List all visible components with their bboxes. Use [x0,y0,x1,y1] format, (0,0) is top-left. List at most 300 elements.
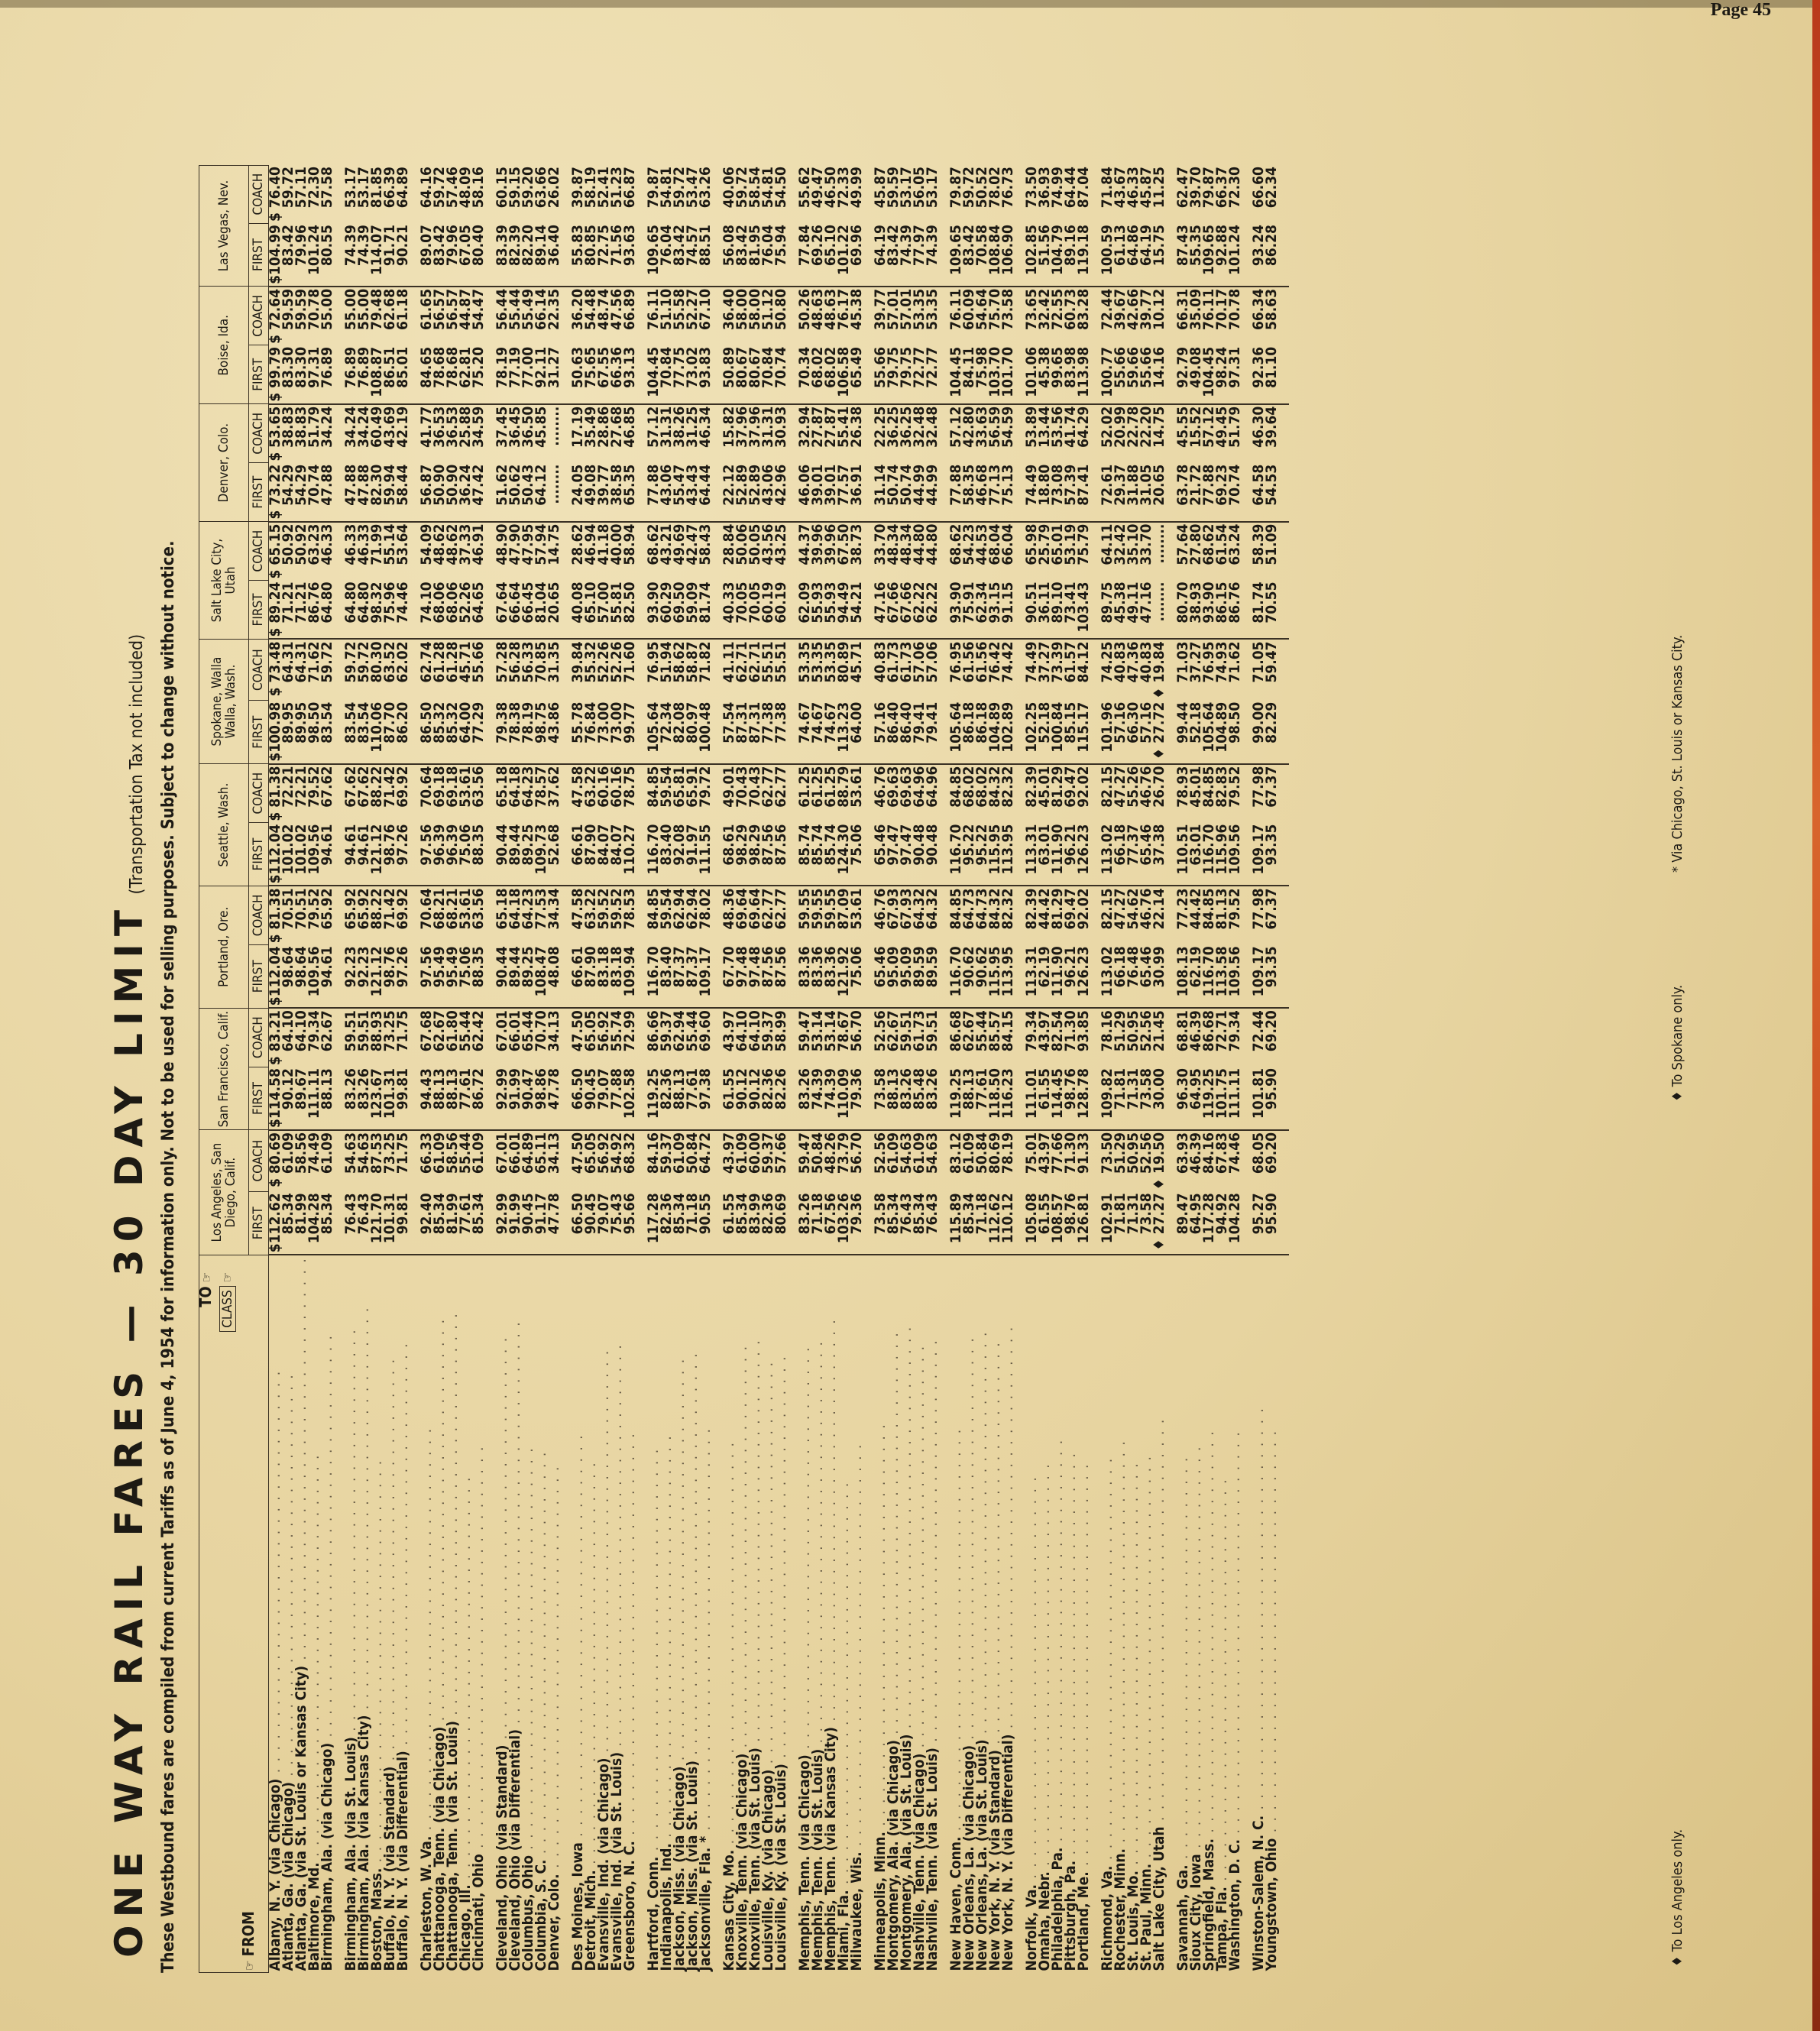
coach-fare-cell: 73.65 [1023,288,1040,330]
first-fare-cell: 83.42 [433,223,446,287]
coach-fare-cell: 80.69 [986,1132,1003,1174]
first-fare-cell: 85.34 [472,1191,496,1255]
coach-fare-cell: 51.29 [1112,1132,1129,1174]
coach-fare-cell: 49.01 [721,766,737,808]
coach-fare-cell: 66.60 [1250,167,1267,209]
first-fare-cell: 20.65 [1153,463,1177,522]
coach-fare-cell: 81.13 [1213,888,1230,930]
coach-fare-cell: 62.67 [885,1010,902,1052]
first-fare-cell: ........ [1153,581,1177,640]
table-row [1002,165,1025,1972]
first-fare-cell: 76.89 [321,345,345,404]
coach-fare-cell: 65.44 [520,1010,536,1052]
coach-fare-cell: 37.62 [546,766,562,808]
first-fare-cell: 105.64 [950,701,963,764]
leader-dots: . . . . . . . . . . . . . . . . . . . . . . . . . . . . . . . . . . . . [697,1427,714,1836]
first-fare-cell: 99.81 [397,1067,420,1130]
leader-dots: . . . . . . . . . . . . . . . . . . . . . . . . . . . . . . . . . . . . [608,1343,625,1752]
first-fare-cell: 98.29 [736,823,749,886]
first-fare-cell: 104.45 [950,345,963,404]
coach-fare-cell: 57.12 [645,406,662,448]
first-fare-cell: 84.07 [610,823,623,886]
coach-fare-cell: 86.68 [1200,1010,1217,1052]
leader-dots: . . . . . . . . . . . . . . . . . . . . . . . . . . . . . . . . . . . . [457,1475,474,1885]
coach-fare-cell: 68.21 [431,888,448,930]
coach-fare-cell: 45.38 [848,288,865,330]
table-row [623,165,647,1972]
origin-label: Rochester, Minn. [1112,1848,1129,1971]
first-fare-cell: 61.55 [723,1191,736,1255]
coach-fare-cell: 52.26 [608,641,625,683]
first-fare-cell: 73.02 [686,345,699,404]
coach-fare-cell: $ 72.64 [267,288,283,344]
coach-fare-cell: 91.33 [1075,1132,1092,1174]
first-fare-cell: 77.61 [686,1067,699,1130]
first-fare-cell: 62.09 [798,581,811,640]
first-fare-cell: 87.56 [775,944,798,1008]
footnote-spokane: ♦ To Spokane only. [1669,984,1686,1102]
first-fare-cell: 75.91 [963,581,976,640]
coach-fare-cell: 59.47 [796,1010,813,1052]
first-fare-cell: 78.38 [509,701,522,764]
first-fare-cell: 80.69 [775,1191,798,1255]
coach-fare-cell: 69.63 [898,766,915,808]
coach-fare-cell: 68.62 [645,523,662,565]
leader-dots: . . . . . . . . . . . . . . . . . . . . . . . . . . . . . . . . . . . . [1187,1445,1204,1854]
first-fare-cell: 76.43 [345,1191,358,1255]
coach-fare-cell: 71.62 [1226,641,1243,683]
coach-fare-cell: 81.29 [1049,888,1066,930]
coach-fare-cell: 68.81 [1174,1010,1191,1052]
coach-fare-cell: 46.76 [872,888,889,930]
coach-fare-cell: 43.97 [721,1132,737,1174]
coach-fare-cell: 62.02 [394,641,411,683]
first-fare-cell: 119.25 [1203,1067,1216,1130]
coach-fare-cell: 59.59 [280,288,296,330]
coach-fare-cell: 33.70 [1138,523,1155,565]
first-fare-cell: 85.34 [913,1191,926,1255]
first-fare-cell: 85.74 [811,823,824,886]
first-fare-cell: 110.27 [623,823,647,886]
coach-fare-cell: 65.81 [671,766,688,808]
coach-fare-cell: 58.00 [734,288,750,330]
destination-header [199,522,249,640]
first-fare-cell: 64.65 [472,581,496,640]
first-fare-cell: 83.40 [660,944,673,1008]
first-fare-cell: 73.58 [874,1191,887,1255]
coach-fare-cell: 46.30 [1250,406,1267,448]
first-class-header: FIRST [248,581,268,640]
coach-fare-cell: 70.78 [306,288,322,330]
first-fare-cell: $ 89.24 [269,581,283,640]
coach-fare-cell: 70.64 [418,888,435,930]
first-fare-cell: 94.61 [321,823,345,886]
coach-fare-cell: 73.58 [999,288,1016,330]
coach-fare-cell: 50.52 [973,167,990,209]
coach-fare-cell: 36.25 [885,406,902,448]
coach-fare-cell: 53.35 [911,288,928,330]
leader-dots: . . . . . . . . . . . . . . . . . . . . . . . . . . . . . . . . . . . . [267,1369,283,1779]
first-fare-cell: 62.81 [459,345,472,404]
coach-fare-cell: 49.99 [848,167,865,209]
first-fare-cell: 79.36 [850,1067,874,1130]
coach-fare-cell: 65.11 [533,1132,549,1174]
origin-label: Portland, Me. [1075,1871,1092,1971]
coach-fare-cell: 28.62 [569,523,586,565]
coach-fare-cell: 32.48 [911,406,928,448]
first-fare-cell: 91.99 [509,1067,522,1130]
class-label: CLASS [219,1286,236,1331]
coach-fare-cell: 70.64 [418,766,435,808]
coach-fare-cell: 71.30 [1062,1132,1079,1174]
first-fare-cell: 39.77 [597,463,610,522]
coach-fare-cell: 64.31 [293,641,309,683]
origin-cell [1153,1255,1177,1972]
coach-fare-cell: 59.55 [809,888,826,930]
first-fare-cell: 94.61 [345,823,358,886]
origin-label: Jackson, Miss. (via Chicago) [671,1766,688,1971]
coach-fare-cell: 41.18 [595,523,612,565]
first-fare-cell: 99.44 [1177,701,1190,764]
leader-dots: . . . . . . . . . . . . . . . . . . . . . . . . . . . . . . . . . . . . [1250,1407,1267,1816]
first-fare-cell: 108.84 [989,223,1002,287]
first-fare-cell: 80.40 [472,223,496,287]
coach-fare-cell: 51.09 [1263,523,1280,565]
first-fare-cell: 36.24 [459,463,472,522]
coach-fare-cell: 66.04 [999,523,1016,565]
origin-label: Memphis, Tenn. (via St. Louis) [809,1748,826,1971]
coach-fare-cell: 62.42 [470,1010,487,1052]
coach-fare-cell: 66.39 [381,167,398,209]
first-fare-cell: 36.40 [548,223,572,287]
first-fare-cell: 73.08 [1051,463,1064,522]
first-fare-cell: 80.70 [1177,581,1190,640]
first-fare-cell: 79.96 [446,223,459,287]
coach-fare-cell: 61.09 [319,1132,335,1174]
coach-fare-cell: 38.83 [293,406,309,448]
coach-fare-cell: 36.40 [721,288,737,330]
first-fare-cell: $ 99.79 [269,345,283,404]
first-fare-cell: 50.90 [433,463,446,522]
first-fare-cell: 117.28 [1203,1191,1216,1255]
pointing-hand-icon: ☞ [242,1960,257,1971]
coach-fare-cell: 46.50 [822,167,839,209]
coach-fare-cell: 69.92 [394,766,411,808]
coach-fare-cell: 34.13 [546,1132,562,1174]
first-fare-cell: 39.01 [811,463,824,522]
first-fare-cell: ........ [548,463,572,522]
first-fare-cell: 55.81 [610,581,623,640]
first-fare-cell: 87.43 [1177,223,1190,287]
first-fare-cell: 100.84 [1051,701,1064,764]
coach-fare-cell: 60.15 [494,167,510,209]
coach-fare-cell: 55.44 [973,1010,990,1052]
coach-fare-cell: 50.26 [796,288,813,330]
first-fare-cell: 98.29 [749,823,762,886]
first-fare-cell: 88.35 [472,823,496,886]
leader-dots: . . . . . . . . . . . . . . . . . . . . . . . . . . . . . . . . . . . . [368,1459,385,1868]
first-fare-cell: 108.87 [371,345,384,404]
coach-fare-cell: 71.99 [368,523,385,565]
first-fare-cell: 50.89 [723,345,736,404]
first-fare-cell: 98.64 [295,944,308,1008]
coach-fare-cell: 48.36 [721,888,737,930]
first-fare-cell: 90.44 [496,944,509,1008]
first-fare-cell: 71.18 [976,1191,989,1255]
coach-fare-cell: 49.69 [671,523,688,565]
first-fare-cell: 64.44 [699,463,723,522]
first-fare-cell: 47.88 [345,463,358,522]
leader-dots: . . . . . . . . . . . . . . . . . . . . . . . . . . . . . . . . . . . . [1138,1455,1155,1864]
coach-fare-cell: 37.96 [734,406,750,448]
coach-fare-cell: 72.30 [306,167,322,209]
first-fare-cell: 43.86 [548,701,572,764]
coach-fare-cell: 55.51 [759,641,776,683]
first-fare-cell: 102.58 [623,1067,647,1130]
coach-fare-cell: 62.67 [960,1010,977,1052]
coach-fare-cell: 54.81 [658,167,675,209]
coach-fare-cell: 72.30 [1226,167,1243,209]
first-fare-cell: 87.41 [1077,463,1101,522]
origin-cell [394,1255,420,1972]
first-fare-cell: 68.06 [433,581,446,640]
table-row [1229,165,1252,1972]
first-fare-cell: 64.19 [1140,223,1153,287]
page-number: Page 45 [1710,0,1771,20]
first-fare-cell: 110.06 [371,701,384,764]
first-fare-cell: 69.96 [850,223,874,287]
coach-fare-cell: ........ [546,406,562,446]
first-fare-cell: 74.49 [1025,463,1038,522]
coach-fare-cell: 75.79 [1075,523,1092,565]
first-fare-cell: 79.38 [496,701,509,764]
first-fare-cell: 71.18 [811,1191,824,1255]
coach-fare-cell: 57.28 [494,641,510,683]
coach-fare-cell: $ 73.48 [267,641,283,697]
first-fare-cell: 74.10 [420,581,433,640]
coach-fare-cell: 78.57 [533,766,549,808]
origin-label: Richmond, Va. [1099,1865,1116,1971]
coach-fare-cell: 55.66 [470,641,487,683]
coach-fare-cell: 61.09 [280,1132,296,1174]
first-fare-cell: 83.26 [926,1067,950,1130]
first-fare-cell: 88.13 [446,1067,459,1130]
first-fare-cell: 79.41 [913,701,926,764]
coach-fare-cell: 58.43 [697,523,714,565]
coach-fare-cell: 31.25 [684,406,701,448]
first-fare-cell: 47.16 [1140,581,1153,640]
coach-fare-cell: 62.77 [759,766,776,808]
coach-fare-cell: 65.92 [342,888,359,930]
coach-fare-cell: 46.39 [1187,1132,1204,1174]
coach-fare-cell: 78.02 [986,167,1003,209]
first-fare-cell: 90.21 [397,223,420,287]
first-fare-cell: 55.35 [1190,223,1203,287]
coach-fare-cell: 61.65 [418,288,435,330]
first-fare-cell: 89.59 [926,944,950,1008]
coach-fare-cell: 14.75 [1151,406,1167,448]
coach-fare-cell: 79.52 [1226,766,1243,808]
leader-dots: . . . . . . . . . . . . . . . . . . . . . . . . . . . . . . . . . . . . [671,1357,688,1767]
coach-fare-cell: 62.94 [671,1010,688,1052]
coach-fare-cell: 62.68 [381,288,398,330]
origin-cell [772,1255,798,1972]
first-fare-cell: 90.44 [496,823,509,886]
first-fare-cell: 99.81 [397,1191,420,1255]
coach-fare-cell: 36.25 [898,406,915,448]
coach-fare-cell: 76.11 [947,288,964,330]
coach-fare-cell: 84.85 [1200,888,1217,930]
coach-fare-cell: 46.91 [470,523,487,565]
first-fare-cell: 126.23 [1077,944,1101,1008]
first-fare-cell: 86.40 [900,701,913,764]
first-fare-cell: 55.47 [673,463,686,522]
coach-fare-cell: 69.92 [394,888,411,930]
coach-fare-cell: 76.42 [986,641,1003,683]
coach-fare-cell: $ 65.15 [267,523,283,579]
coach-fare-cell: 22.20 [1138,406,1155,448]
first-fare-cell: 66.18 [1114,944,1127,1008]
first-fare-cell: 70.55 [1265,581,1289,640]
coach-fare-cell: 82.32 [999,888,1016,930]
origin-label: Montgomery, Ala. (via Chicago) [885,1740,902,1971]
coach-fare-cell: 32.94 [796,406,813,448]
first-fare-cell: $ 73.22 [269,463,283,522]
destination-header [199,886,249,1008]
coach-fare-cell: 45.01 [1187,766,1204,808]
first-fare-cell: 115.95 [989,944,1002,1008]
first-fare-cell: 51.62 [496,463,509,522]
first-fare-cell: 96.39 [433,823,446,886]
leader-dots: . . . . . . . . . . . . . . . . . . . . . . . . . . . . . . . . . . . . [746,1339,763,1748]
coach-fare-cell: 84.85 [1200,766,1217,808]
first-fare-cell: 71.31 [1127,1191,1140,1255]
coach-fare-cell: 22.35 [546,288,562,330]
coach-fare-cell: 44.42 [1187,888,1204,930]
coach-fare-cell: 64.16 [418,167,435,209]
coach-fare-cell: 65.92 [355,888,372,930]
first-fare-cell: 124.30 [837,823,850,886]
leader-dots: . . . . . . . . . . . . . . . . . . . . . . . . . . . . . . . . . . . . [342,1328,359,1738]
first-fare-cell: 89.07 [420,223,433,287]
coach-fare-cell: 49.47 [809,167,826,209]
title-note: (Transportation Tax not included) [127,633,147,895]
leader-dots: . . . . . . . . . . . . . . . . . . . . . . . . . . . . . . . . . . . . [645,1447,662,1857]
first-fare-cell: 99.65 [1051,345,1064,404]
first-fare-cell: 105.08 [1025,1191,1038,1255]
coach-fare-cell: 57.12 [947,406,964,448]
first-fare-cell: 77.61 [459,1191,472,1255]
coach-fare-cell: 59.15 [507,167,523,209]
first-fare-cell: 59.66 [1127,345,1140,404]
footnote-via: * Via Chicago, St. Louis or Kansas City. [1669,634,1686,873]
first-fare-cell: 116.70 [647,944,660,1008]
coach-fare-cell: 59.72 [671,167,688,209]
first-fare-cell: 74.46 [397,581,420,640]
first-fare-cell: 109.17 [1252,944,1265,1008]
first-fare-cell: 70.74 [775,345,798,404]
coach-fare-cell: 77.98 [1250,766,1267,808]
coach-fare-cell: 59.54 [658,766,675,808]
first-fare-cell: 101.06 [1025,345,1038,404]
origin-label: Memphis, Tenn. (via Kansas City) [822,1727,839,1971]
coach-fare-cell: 26.70 [1151,766,1167,808]
first-fare-cell: 74.67 [798,701,811,764]
coach-fare-cell: 67.37 [1263,766,1280,808]
first-fare-cell: 64.86 [1127,223,1140,287]
first-fare-cell: 87.90 [585,823,597,886]
coach-fare-cell: 78.02 [697,888,714,930]
coach-fare-cell: 55.32 [582,641,599,683]
origin-label: Knoxville, Tenn. (via St. Louis) [746,1748,763,1971]
origin-label: Birmingham, Ala. (via St. Louis) [342,1737,359,1971]
leader-dots: . . . . . . . . . . . . . . . . . . . . . . . . . . . . . . . . . . . . [507,1320,523,1730]
coach-fare-cell: 48.26 [822,1132,839,1174]
coach-fare-cell: 70.85 [533,641,549,683]
coach-fare-cell: 41.74 [1062,406,1079,448]
destination-label: Seattle, Wash. [215,782,232,867]
coach-fare-cell: 70.51 [293,888,309,930]
coach-fare-cell: 76.95 [1200,641,1217,683]
first-fare-cell: 98.76 [1064,1191,1077,1255]
first-fare-cell: 85.74 [824,823,837,886]
first-fare-cell: 61.13 [1114,223,1127,287]
first-fare-cell: 36.11 [1038,581,1051,640]
first-fare-cell: 75.94 [775,223,798,287]
coach-fare-cell: 66.89 [621,288,638,330]
coach-fare-cell: 59.55 [796,888,813,930]
first-fare-cell: 64.00 [850,701,874,764]
destination-label: San Francisco, Calif. [215,1011,232,1128]
coach-fare-cell: 57.46 [444,167,461,209]
coach-fare-cell: 37.33 [457,523,474,565]
coach-fare-cell: 45.85 [533,406,549,448]
origin-label: Winston-Salem, N. C. [1250,1815,1267,1971]
first-fare-cell: 46.06 [798,463,811,522]
table-row [472,165,496,1972]
first-fare-cell: 75.06 [850,823,874,886]
coach-fare-cell: 79.48 [368,288,385,330]
first-fare-cell: 97.31 [1229,345,1252,404]
first-fare-cell: 73.00 [610,701,623,764]
origin-label: Knoxville, Tenn. (via Chicago) [734,1753,750,1971]
coach-fare-cell: 64.23 [520,888,536,930]
coach-fare-cell: 55.44 [684,1010,701,1052]
leader-dots: . . . . . . . . . . . . . . . . . . . . . . . . . . . . . . . . . . . . [809,1340,826,1749]
first-fare-cell: 87.31 [736,701,749,764]
first-fare-cell: 101.96 [1101,701,1114,764]
coach-fare-cell: 64.89 [394,167,411,209]
first-fare-cell: 30.99 [1153,944,1177,1008]
first-fare-cell: 91.17 [535,1191,548,1255]
first-fare-cell: 77.61 [459,1067,472,1130]
first-fare-cell: 49.11 [1127,581,1140,640]
coach-fare-cell: 81.85 [368,167,385,209]
coach-fare-cell: 54.63 [342,1132,359,1174]
first-fare-cell: 67.66 [900,581,913,640]
coach-fare-cell: 62.77 [759,888,776,930]
first-fare-cell: 94.49 [837,581,850,640]
first-fare-cell: 95.09 [887,944,900,1008]
coach-fare-cell: 61.09 [470,1132,487,1174]
coach-fare-cell: 60.00 [746,1132,763,1174]
first-fare-cell: 81.99 [295,1191,308,1255]
first-fare-cell: 86.28 [1265,223,1289,287]
coach-fare-cell: 36.53 [444,406,461,448]
first-fare-cell: 82.30 [371,463,384,522]
coach-fare-cell: 45.71 [848,641,865,683]
coach-fare-cell: 44.42 [1036,888,1053,930]
